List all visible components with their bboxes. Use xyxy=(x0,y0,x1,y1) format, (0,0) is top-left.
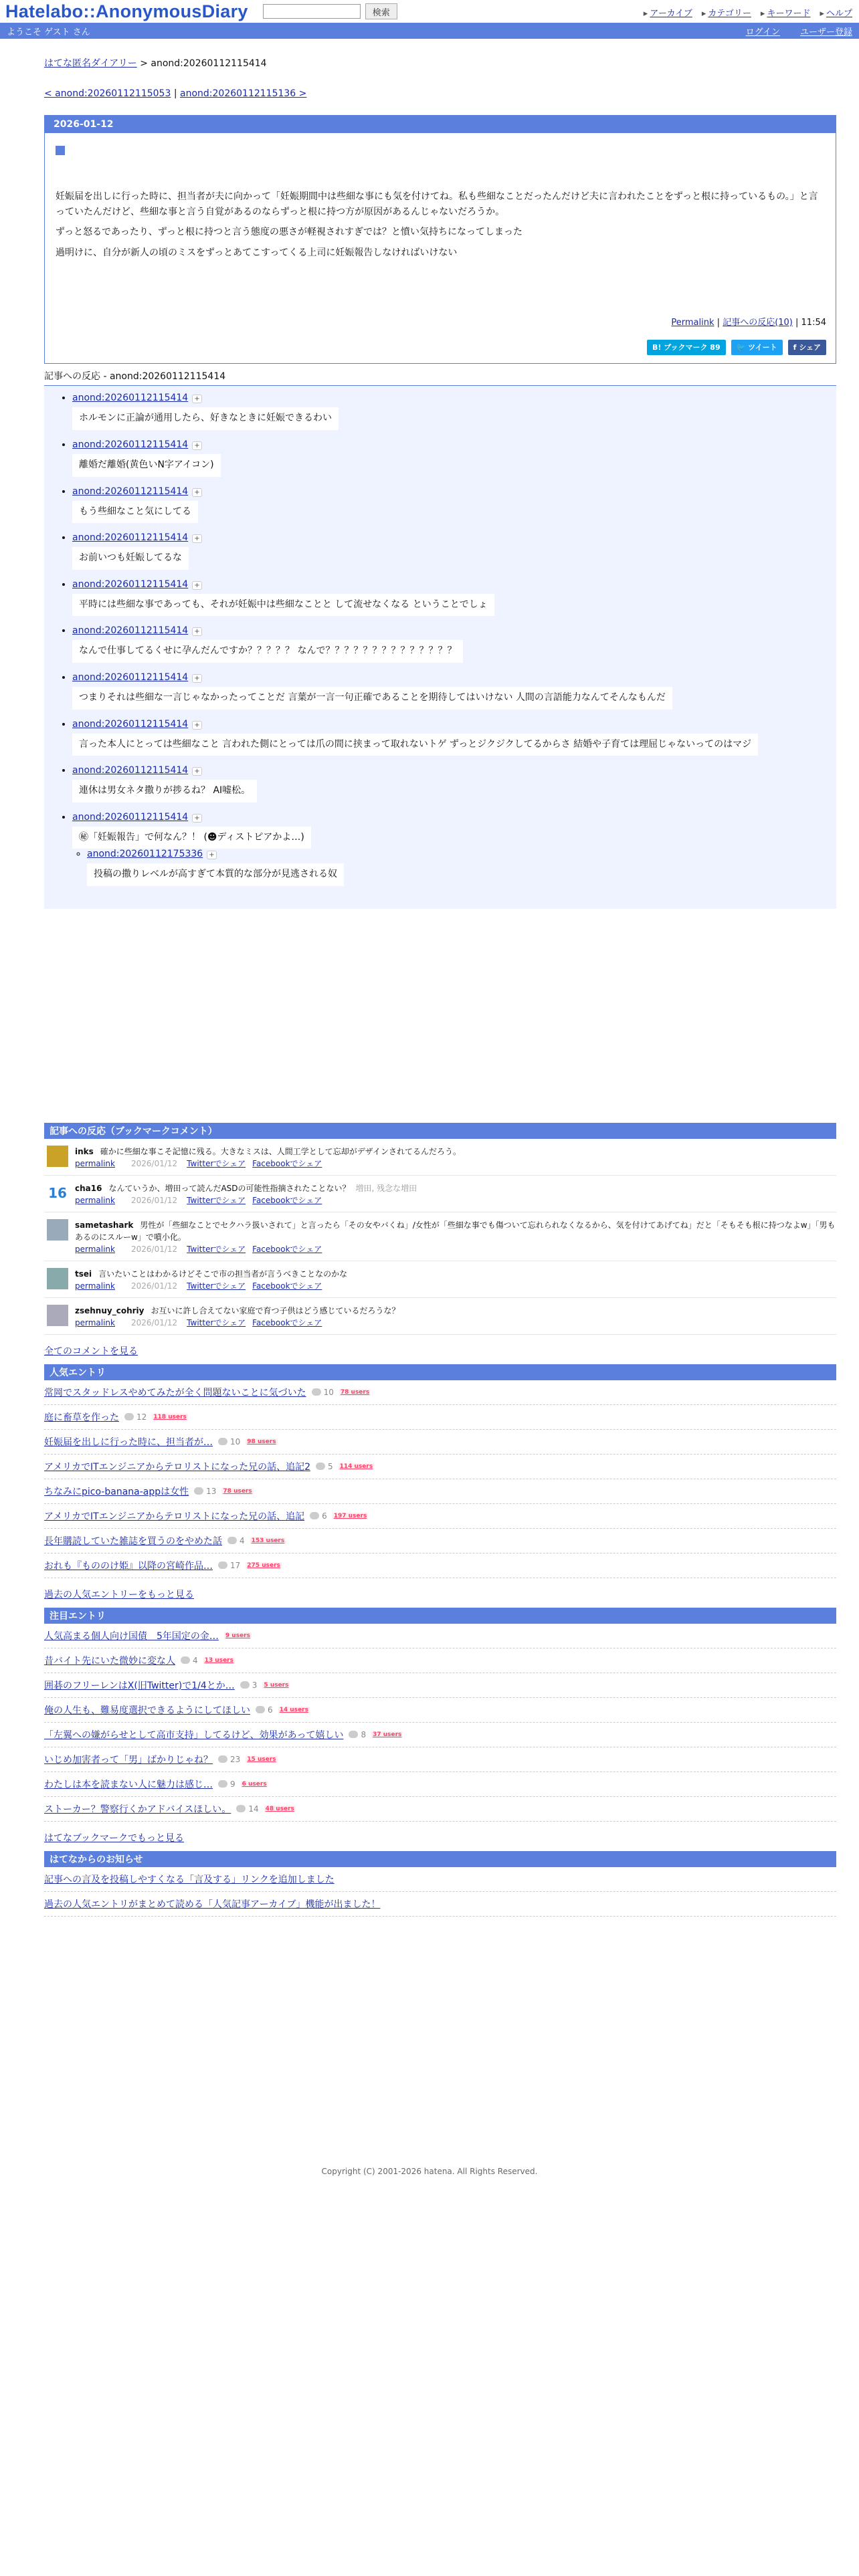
bookmark-users-badge[interactable]: 13 users xyxy=(204,1656,233,1664)
expand-icon[interactable]: + xyxy=(192,814,201,823)
bookmark-permalink[interactable]: permalink xyxy=(75,1158,115,1168)
reaction-text: ㊙「妊娠報告」で何なん？！ (☻ディストピアかよ…) xyxy=(72,827,311,849)
entry-title-link[interactable]: ストーカー？警察行くかアドバイスほしい。 xyxy=(44,1804,231,1815)
twitter-share-link[interactable]: Twitterでシェア xyxy=(187,1281,246,1291)
bookmark-date: 2026/01/12 xyxy=(131,1317,178,1327)
entry-title-link[interactable]: わたしは本を読まない人に魅力は感じ… xyxy=(44,1779,213,1790)
reaction-text: お前いつも妊娠してるな xyxy=(72,547,189,570)
reaction-link[interactable]: anond:20260112115414 xyxy=(72,486,189,497)
reaction-text: もう些細なこと気にしてる xyxy=(72,501,198,524)
comment-bubble-icon xyxy=(218,1755,227,1763)
entry-row xyxy=(44,1455,836,1479)
entry-row xyxy=(44,1380,836,1405)
article-date: 2026-01-12 xyxy=(45,116,836,133)
user-bar xyxy=(0,23,859,39)
entry-row xyxy=(44,1747,836,1772)
news-heading: はてなからのお知らせ xyxy=(44,1851,836,1867)
comment-count: 6 xyxy=(256,1705,273,1715)
facebook-share-button[interactable]: f シェア xyxy=(788,340,826,356)
bookmark-users-badge[interactable]: 5 users xyxy=(264,1681,289,1689)
bookmark-comment-text: 言いたいことはわかるけどそこで市の担当者が言うべきことなのかな xyxy=(98,1269,348,1279)
comment-count: 10 xyxy=(312,1388,334,1397)
register-link[interactable]: ユーザー登録 xyxy=(799,27,852,37)
comment-count: 12 xyxy=(124,1412,147,1422)
bookmark-users-badge[interactable]: 98 users xyxy=(247,1438,276,1445)
entry-title-link[interactable]: 妊娠届を出しに行った時に、担当者が… xyxy=(44,1436,213,1448)
reaction-link[interactable]: anond:20260112115414 xyxy=(72,671,189,683)
user-avatar[interactable] xyxy=(47,1268,68,1289)
bookmark-tags[interactable]: 増田, 残念な増田 xyxy=(355,1183,417,1193)
entry-title-link[interactable]: アメリカでITエンジニアからテロリストになった兄の話、追記 xyxy=(44,1511,305,1522)
reaction-link[interactable]: anond:20260112115414 xyxy=(72,625,189,637)
bookmark-user[interactable]: cha16 xyxy=(75,1183,102,1193)
bookmark-users-badge[interactable]: 48 users xyxy=(265,1805,294,1812)
next-entry-link[interactable]: anond:20260112115136 > xyxy=(180,88,307,99)
bookmark-comment-text: 男性が「些細なことでセクハラ扱いされて」と言ったら「その女やバくね」/女性が「些細な事でも傷ついて忘れられなくなるから、気を付けてあげてね」だと「そもそも根に持つなよw」「男もあるのにスルーw」で噴小化。 xyxy=(75,1220,836,1242)
entry-title-link[interactable]: 「左翼への嫌がらせとして高市支持」してるけど、効果があって嬉しい xyxy=(44,1729,344,1741)
bookmark-comment xyxy=(44,1139,836,1176)
nav-keyword[interactable]: ▸ キーワード xyxy=(761,6,811,19)
facebook-share-link[interactable]: Facebookでシェア xyxy=(252,1158,322,1168)
post-time: 11:54 xyxy=(801,317,826,328)
bookmark-users-badge[interactable]: 275 users xyxy=(247,1562,280,1569)
bookmark-user[interactable]: tsei xyxy=(75,1269,92,1279)
reaction-link[interactable]: anond:20260112115414 xyxy=(72,811,189,823)
tweet-button[interactable]: 🐦 ツイート xyxy=(731,340,783,356)
entry-row xyxy=(44,1405,836,1430)
entry-title-link[interactable]: 庭に畜草を作った xyxy=(44,1412,119,1423)
permalink-link[interactable]: Permalink xyxy=(671,317,714,328)
bookmark-comment-text: なんていうか、増田って読んだASDの可能性指摘されたことない？ xyxy=(108,1183,351,1193)
reaction-text: 言った本人にとっては些細なこと 言われた側にとっては爪の間に挟まって取れないトゲ ずっとジクジクしてるからさ 結婚や子育ては理屈じゃないってのはマジ xyxy=(72,734,758,756)
user-avatar[interactable]: 16 xyxy=(47,1182,68,1204)
top-nav xyxy=(644,6,852,19)
bookmark-comment xyxy=(44,1298,836,1335)
bookmark-comment-text: お互いに許し合えてない家庭で育つ子供はどう感じているだろうな？ xyxy=(151,1305,400,1315)
reaction-item xyxy=(72,672,823,710)
attention-entries-heading: 注目エントリ xyxy=(44,1608,836,1624)
popular-entries-heading: 人気エントリ xyxy=(44,1364,836,1380)
entry-row xyxy=(44,1698,836,1723)
square-anchor-icon[interactable] xyxy=(56,147,65,158)
bookmark-users-badge[interactable]: 9 users xyxy=(225,1632,250,1639)
bookmark-user[interactable]: zsehnuy_cohriy xyxy=(75,1305,145,1315)
entry-row xyxy=(44,1430,836,1455)
comment-bubble-icon xyxy=(310,1512,319,1519)
bookmark-users-badge[interactable]: 78 users xyxy=(340,1388,370,1396)
bookmark-comments xyxy=(44,1139,836,1335)
facebook-share-link[interactable]: Facebookでシェア xyxy=(252,1317,322,1327)
expand-icon[interactable]: + xyxy=(192,441,201,450)
comment-count: 4 xyxy=(227,1536,245,1545)
bookmark-users-badge[interactable]: 114 users xyxy=(339,1463,373,1470)
comment-bubble-icon xyxy=(218,1562,227,1569)
reaction-link[interactable]: anond:20260112175336 xyxy=(87,849,203,860)
entry-row xyxy=(44,1504,836,1529)
article-meta: Permalink | 記事への反応(10) | 11:54 xyxy=(671,317,826,328)
comment-count: 9 xyxy=(218,1780,235,1789)
prev-entry-link[interactable]: < anond:20260112115053 xyxy=(44,88,171,99)
bookmark-date: 2026/01/12 xyxy=(131,1244,178,1254)
footer-copyright: Copyright (C) 2001-2026 hatena. All Rights Reserved. xyxy=(321,2167,538,2176)
comment-count: 5 xyxy=(316,1462,333,1471)
entry-title-link[interactable]: ちなみにpico-banana-appは女性 xyxy=(44,1486,189,1497)
user-avatar[interactable] xyxy=(47,1146,68,1167)
bookmark-user[interactable]: sametashark xyxy=(75,1220,134,1230)
reactions-link[interactable]: 記事への反応(10) xyxy=(723,317,793,328)
expand-icon[interactable]: + xyxy=(192,767,201,776)
bookmark-users-badge[interactable]: 197 users xyxy=(333,1512,367,1519)
entry-title-link[interactable]: 常岡でスタッドレスやめてみたが全く問題ないことに気づいた xyxy=(44,1387,306,1398)
search-button[interactable]: 検索 xyxy=(365,3,397,19)
main-content xyxy=(44,56,836,1917)
entry-title-link[interactable]: 人気高まる個人向け国債 5年国定の金… xyxy=(44,1630,219,1642)
reaction-item xyxy=(72,579,823,617)
reaction-text: 離婚だ離婚(黄色いN字アイコン) xyxy=(72,454,221,477)
site-logo[interactable]: Hatelabo::AnonymousDiary xyxy=(5,1,248,21)
reaction-link[interactable]: anond:20260112115414 xyxy=(72,578,189,590)
news-item[interactable]: 記事への言及を投稿しやすくなる「言及する」リンクを追加しました xyxy=(44,1874,335,1885)
entry-row xyxy=(44,1797,836,1822)
twitter-share-link[interactable]: Twitterでシェア xyxy=(187,1317,246,1327)
reactions-heading: 記事への反応 - anond:20260112115414 xyxy=(44,371,226,383)
bookmark-permalink[interactable]: permalink xyxy=(75,1195,115,1205)
comment-bubble-icon xyxy=(218,1438,227,1445)
entry-row xyxy=(44,1723,836,1747)
breadcrumb-current: anond:20260112115414 xyxy=(151,58,267,69)
search-input[interactable] xyxy=(263,4,361,19)
comment-count: 8 xyxy=(349,1730,366,1739)
comment-count: 23 xyxy=(218,1755,240,1764)
entry-row xyxy=(44,1772,836,1797)
comment-count: 4 xyxy=(181,1656,198,1665)
expand-icon[interactable]: + xyxy=(192,721,201,730)
entry-title-link[interactable]: 俺の人生も、難易度選択できるようにしてほしい xyxy=(44,1705,250,1716)
bookmark-comment-text: 確かに些細な事こそ記憶に残る。大きなミスは、人間工学として忘却がデザインされてるんだろう。 xyxy=(100,1146,461,1156)
reaction-link[interactable]: anond:20260112115414 xyxy=(72,439,189,450)
expand-icon[interactable]: + xyxy=(192,674,201,683)
entry-title-link[interactable]: いじめ加害者って「男」ばかりじゃね？ xyxy=(44,1754,213,1765)
twitter-share-link[interactable]: Twitterでシェア xyxy=(187,1158,246,1168)
entry-row xyxy=(44,1479,836,1504)
twitter-share-link[interactable]: Twitterでシェア xyxy=(187,1244,246,1254)
bookmark-permalink[interactable]: permalink xyxy=(75,1317,115,1327)
comment-bubble-icon xyxy=(227,1537,237,1544)
all-comments-link[interactable]: 全てのコメントを見る xyxy=(44,1346,138,1357)
share-buttons xyxy=(56,340,826,356)
expand-icon[interactable]: + xyxy=(192,581,201,590)
news-item[interactable]: 過去の人気エントリがまとめて読める「人気記事アーカイブ」機能が出ました！ xyxy=(44,1899,381,1910)
bookmark-permalink[interactable]: permalink xyxy=(75,1281,115,1291)
popular-more-link[interactable]: 過去の人気エントリーをもっと見る xyxy=(44,1589,194,1600)
reactions-list xyxy=(44,385,836,909)
reaction-link[interactable]: anond:20260112115414 xyxy=(72,393,189,404)
reaction-item xyxy=(72,765,823,802)
nested-reaction-item xyxy=(87,849,823,886)
comment-count: 10 xyxy=(218,1437,240,1446)
comment-bubble-icon xyxy=(349,1731,358,1738)
expand-icon[interactable]: + xyxy=(207,851,216,859)
comment-count: 14 xyxy=(236,1804,258,1814)
article-paragraph: 妊娠届を出しに行った時に、担当者が夫に向かって「妊娠期間中は些細な事にも気を付けてね。私も些細なことだったんだけど夫に言われたことをずっと根に持っているもの。」と言っていたんだけど、些細な事と言う自覚があるのならずっと根に持つ方が原因があるんじゃないだろうか。 xyxy=(56,191,818,217)
hatena-bookmark-button[interactable]: B! ブックマーク 89 xyxy=(647,340,726,356)
comment-bubble-icon xyxy=(240,1681,250,1689)
facebook-share-link[interactable]: Facebookでシェア xyxy=(252,1244,322,1254)
comment-count: 13 xyxy=(194,1487,216,1496)
reaction-item xyxy=(72,719,823,756)
entry-row xyxy=(44,1529,836,1553)
bookmark-users-badge[interactable]: 6 users xyxy=(242,1780,267,1788)
breadcrumb-home[interactable]: はてな匿名ダイアリー xyxy=(44,58,137,69)
expand-icon[interactable]: + xyxy=(192,488,201,497)
entry-row xyxy=(44,1624,836,1648)
comment-count: 17 xyxy=(218,1561,240,1570)
welcome-text: ようこそ ゲスト さん xyxy=(7,27,90,37)
bookmark-users-badge[interactable]: 15 users xyxy=(247,1755,276,1763)
article xyxy=(44,115,836,364)
bookmark-date: 2026/01/12 xyxy=(131,1158,178,1168)
reaction-text: 連休は男女ネタ撒りが捗るね？ AI嘘松。 xyxy=(72,780,257,802)
comment-bubble-icon xyxy=(312,1388,321,1396)
comment-bubble-icon xyxy=(181,1656,190,1664)
comment-bubble-icon xyxy=(236,1805,246,1812)
twitter-bird-icon: 🐦 xyxy=(736,342,749,352)
entry-title-link[interactable]: 昔バイト先にいた微妙に変な人 xyxy=(44,1655,175,1667)
comment-bubble-icon xyxy=(218,1780,227,1788)
bookmark-users-badge[interactable]: 118 users xyxy=(153,1413,187,1420)
expand-icon[interactable]: + xyxy=(192,627,201,636)
reaction-text: なんで仕事してるくせに孕んだんですか？？？？？ なんで？？？？？？？？？？？？？？ xyxy=(72,640,463,663)
reaction-item xyxy=(72,439,823,477)
reaction-item xyxy=(72,625,823,663)
bookmark-comment xyxy=(44,1176,836,1212)
facebook-share-link[interactable]: Facebookでシェア xyxy=(252,1195,322,1205)
popular-entries xyxy=(44,1380,836,1578)
bookmark-user[interactable]: inks xyxy=(75,1146,94,1156)
entry-title-link[interactable]: おれも『もののけ姫』以降の宮崎作品… xyxy=(44,1560,213,1572)
reaction-item xyxy=(72,812,823,886)
nav-archive[interactable]: ▸ アーカイブ xyxy=(644,6,692,19)
bookmark-users-badge[interactable]: 153 users xyxy=(251,1537,285,1544)
entry-row xyxy=(44,1673,836,1698)
facebook-share-link[interactable]: Facebookでシェア xyxy=(252,1281,322,1291)
twitter-share-link[interactable]: Twitterでシェア xyxy=(187,1195,246,1205)
bookmark-permalink[interactable]: permalink xyxy=(75,1244,115,1254)
reaction-link[interactable]: anond:20260112115414 xyxy=(72,532,189,544)
bookmark-comment xyxy=(44,1261,836,1298)
comment-bubble-icon xyxy=(124,1413,134,1420)
entry-row xyxy=(44,1648,836,1673)
reaction-link[interactable]: anond:20260112115414 xyxy=(72,718,189,730)
expand-icon[interactable]: + xyxy=(192,395,201,403)
site-header xyxy=(0,0,859,23)
bookmark-comments-heading: 記事への反応（ブックマークコメント） xyxy=(44,1123,836,1139)
bookmark-users-badge[interactable]: 37 users xyxy=(373,1731,402,1738)
article-paragraph: 過明けに、自分が新人の頃のミスをずっとあてこすってくる上司に妊娠報告しなければいけない xyxy=(56,247,458,258)
bookmark-users-badge[interactable]: 78 users xyxy=(223,1487,252,1495)
reaction-item xyxy=(72,393,823,430)
entry-title-link[interactable]: アメリカでITエンジニアからテロリストになった兄の話、追記2 xyxy=(44,1461,310,1473)
bookmark-date: 2026/01/12 xyxy=(131,1281,178,1291)
user-avatar[interactable] xyxy=(47,1305,68,1326)
reaction-text: 平時には些細な事であっても、それが妊娠中は些細なことと して流せなくなる ということでしょ xyxy=(72,594,494,617)
reaction-text: ホルモンに正論が通用したら、好きなときに妊娠できるわい xyxy=(72,407,339,430)
comment-bubble-icon xyxy=(194,1487,203,1495)
prev-next-nav: < anond:20260112115053 | anond:20260112115136 > xyxy=(44,88,307,99)
comment-count: 6 xyxy=(310,1511,327,1521)
nav-category[interactable]: ▸ カテゴリー xyxy=(702,6,751,19)
bookmark-users-badge[interactable]: 14 users xyxy=(279,1706,308,1713)
bookmark-date: 2026/01/12 xyxy=(131,1195,178,1205)
breadcrumb: はてな匿名ダイアリー > anond:20260112115414 xyxy=(44,58,267,69)
reaction-text: つまりそれは些細な一言じゃなかったってことだ 言葉が一言一句正確であることを期待してはいけない 人間の言語能力なんてそんなもんだ xyxy=(72,687,672,710)
reaction-item xyxy=(72,486,823,524)
reaction-text: 投稿の撒りレベルが高すぎて本質的な部分が見逃される奴 xyxy=(87,863,344,886)
comment-bubble-icon xyxy=(256,1706,265,1713)
bookmark-more-link[interactable]: はてなブックマークでもっと見る xyxy=(44,1832,185,1844)
comment-count: 3 xyxy=(240,1681,258,1690)
comment-bubble-icon xyxy=(316,1463,325,1470)
entry-row xyxy=(44,1553,836,1578)
attention-entries xyxy=(44,1624,836,1822)
entry-title-link[interactable]: 長年購読していた雑誌を買うのをやめた話 xyxy=(44,1535,222,1547)
nav-help[interactable]: ▸ ヘルプ xyxy=(820,6,852,19)
bookmark-comment xyxy=(44,1212,836,1261)
user-avatar[interactable] xyxy=(47,1219,68,1241)
login-link[interactable]: ログイン xyxy=(745,27,780,37)
expand-icon[interactable]: + xyxy=(192,534,201,543)
article-paragraph: ずっと怒るであったり、ずっと根に持つと言う態度の悪さが軽視されすぎでは？と憤い気持ちになってしまった xyxy=(56,227,523,238)
reaction-link[interactable]: anond:20260112115414 xyxy=(72,765,189,776)
reaction-item xyxy=(72,532,823,570)
entry-title-link[interactable]: 囲碁のフリーレンはX(旧Twitter)で1/4とか… xyxy=(44,1680,235,1691)
facebook-icon: f xyxy=(793,342,799,352)
